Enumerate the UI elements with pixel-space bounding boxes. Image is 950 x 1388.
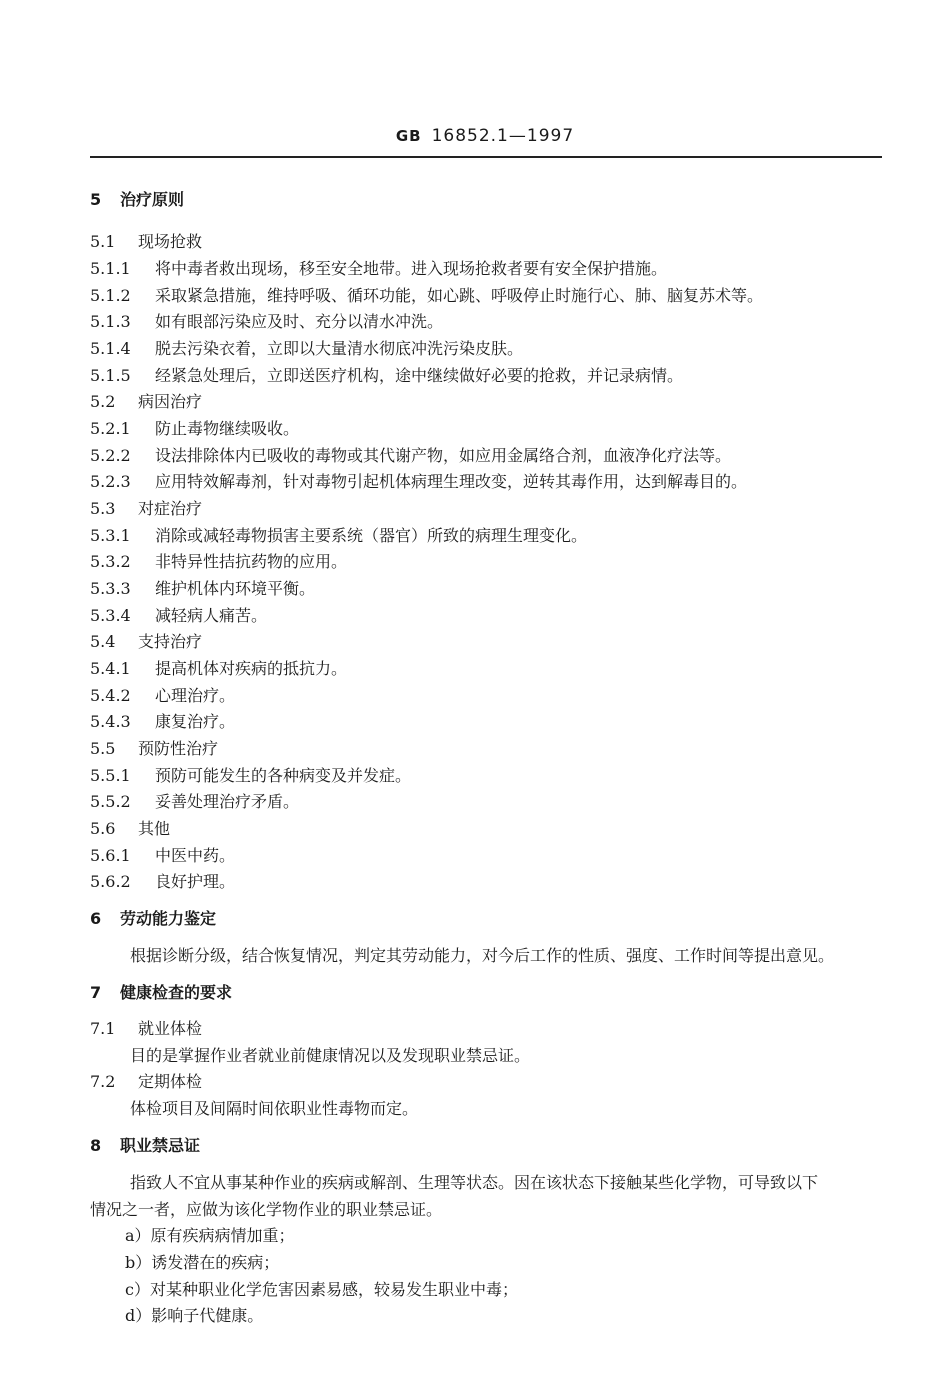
clause-5-5-2: 5.5.2 妥善处理治疗矛盾。: [90, 792, 300, 811]
clause-5-1-2: 5.1.2 采取紧急措施，维持呼吸、循环功能，如心跳、呼吸停止时施行心、肺、脑复苏术等。: [90, 286, 764, 305]
page-header: [0, 126, 950, 146]
clause-5-1-3: 5.1.3 如有眼部污染应及时、充分以清水冲洗。: [90, 312, 444, 331]
clause-5-5-1: 5.5.1 预防可能发生的各种病变及并发症。: [90, 766, 412, 785]
standard-code: 16852.1—1997: [431, 126, 575, 146]
clause-5-2-2: 5.2.2 设法排除体内已吸收的毒物或其代谢产物，如应用金属络合剂，血液净化疗法等。: [90, 446, 732, 465]
list-item-b: b）诱发潜在的疾病；: [125, 1253, 280, 1272]
clause-5-6: 5.6 其他: [90, 819, 171, 838]
clause-7-1-text: 目的是掌握作业者就业前健康情况以及发现职业禁忌证。: [130, 1046, 531, 1065]
section-8-para-line1: 指致人不宜从事某种作业的疾病或解剖、生理等状态。因在该状态下接触某些化学物，可导致以下: [130, 1173, 819, 1192]
section-8-heading: 8 职业禁忌证: [90, 1136, 201, 1155]
clause-5-3-4: 5.3.4 减轻病人痛苦。: [90, 606, 268, 625]
clause-5-3-1: 5.3.1 消除或减轻毒物损害主要系统（器官）所致的病理生理变化。: [90, 526, 588, 545]
section-6-heading: 6 劳动能力鉴定: [90, 909, 217, 928]
list-item-a: a）原有疾病病情加重；: [125, 1226, 295, 1245]
clause-5-3-2: 5.3.2 非特异性拮抗药物的应用。: [90, 552, 348, 571]
section-7-heading: 7 健康检查的要求: [90, 983, 233, 1002]
clause-7-2-text: 体检项目及间隔时间依职业性毒物而定。: [130, 1099, 419, 1118]
clause-5-3-3: 5.3.3 维护机体内环境平衡。: [90, 579, 316, 598]
clause-5-4: 5.4 支持治疗: [90, 632, 203, 651]
standard-prefix: GB: [395, 127, 422, 145]
clause-5-1-1: 5.1.1 将中毒者救出现场，移至安全地带。进入现场抢救者要有安全保护措施。: [90, 259, 668, 278]
clause-5-6-2: 5.6.2 良好护理。: [90, 872, 236, 891]
clause-5-1-5: 5.1.5 经紧急处理后，立即送医疗机构，途中继续做好必要的抢救，并记录病情。: [90, 366, 684, 385]
clause-7-1: 7.1 就业体检: [90, 1019, 203, 1038]
clause-5-4-2: 5.4.2 心理治疗。: [90, 686, 236, 705]
section-5-heading: 5 治疗原则: [90, 190, 185, 209]
clause-5-2: 5.2 病因治疗: [90, 392, 203, 411]
section-6-text: 根据诊断分级，结合恢复情况，判定其劳动能力，对今后工作的性质、强度、工作时间等提出意见。: [130, 946, 835, 965]
clause-5-3: 5.3 对症治疗: [90, 499, 203, 518]
clause-5-2-1: 5.2.1 防止毒物继续吸收。: [90, 419, 300, 438]
clause-5-4-3: 5.4.3 康复治疗。: [90, 712, 236, 731]
clause-5-6-1: 5.6.1 中医中药。: [90, 846, 236, 865]
clause-5-5: 5.5 预防性治疗: [90, 739, 219, 758]
list-item-d: d）影响子代健康。: [125, 1306, 264, 1325]
clause-5-1: 5.1 现场抢救: [90, 232, 203, 251]
clause-7-2: 7.2 定期体检: [90, 1072, 203, 1091]
clause-5-2-3: 5.2.3 应用特效解毒剂，针对毒物引起机体病理生理改变，逆转其毒作用，达到解毒目的。: [90, 472, 748, 491]
header-rule: [90, 156, 882, 158]
list-item-c: c）对某种职业化学危害因素易感，较易发生职业中毒；: [125, 1280, 518, 1299]
clause-5-4-1: 5.4.1 提高机体对疾病的抵抗力。: [90, 659, 348, 678]
section-8-para-line2: 情况之一者，应做为该化学物作业的职业禁忌证。: [90, 1200, 443, 1219]
clause-5-1-4: 5.1.4 脱去污染衣着，立即以大量清水彻底冲洗污染皮肤。: [90, 339, 524, 358]
